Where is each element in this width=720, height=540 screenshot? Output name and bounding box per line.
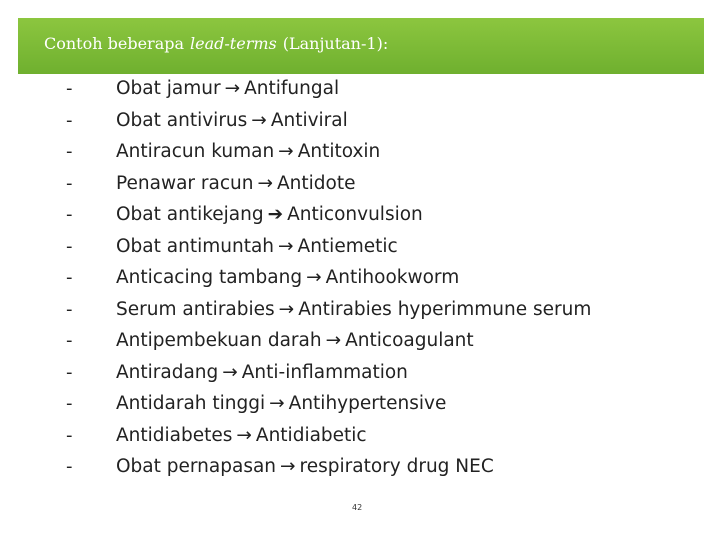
- item-right: Antidote: [276, 172, 356, 194]
- item-text: [116, 298, 591, 322]
- dash-bullet: -: [66, 298, 73, 320]
- arrow-icon: →: [278, 298, 295, 320]
- heavy-arrow-icon: ➔: [267, 204, 284, 225]
- item-right: Antitoxin: [297, 141, 381, 162]
- item-text: [116, 172, 355, 196]
- arrow-icon: →: [306, 267, 322, 288]
- item-left: Obat antimuntah: [116, 235, 275, 257]
- item-left: Anticacing tambang: [116, 267, 303, 288]
- title-suffix: (Lanjutan-1):: [282, 34, 389, 53]
- arrow-icon: →: [269, 393, 285, 414]
- item-left: Penawar racun: [116, 172, 254, 194]
- item-text: [116, 392, 446, 416]
- dash-bullet: -: [66, 235, 73, 257]
- list-item: [0, 294, 720, 326]
- item-right: Anticonvulsion: [287, 204, 423, 225]
- item-text: [116, 329, 474, 353]
- arrow-icon: →: [251, 109, 267, 131]
- arrow-icon: →: [257, 172, 273, 194]
- item-right: Antiemetic: [297, 235, 398, 257]
- item-text: [116, 109, 348, 133]
- list-item: [0, 73, 720, 105]
- item-left: Antipembekuan darah: [116, 330, 322, 351]
- arrow-icon: →: [224, 78, 241, 99]
- item-left: Obat pernapasan: [116, 456, 277, 477]
- item-text: [116, 77, 339, 101]
- arrow-icon: →: [222, 361, 238, 383]
- arrow-icon: →: [278, 141, 294, 162]
- item-left: Antidarah tinggi: [116, 393, 266, 414]
- item-left: Obat antivirus: [116, 109, 248, 131]
- dash-bullet: -: [66, 78, 73, 99]
- item-right: Antidiabetic: [255, 424, 367, 446]
- list-item: [0, 451, 720, 483]
- arrow-icon: →: [280, 456, 296, 477]
- list-item: [0, 168, 720, 200]
- dash-bullet: -: [66, 204, 73, 225]
- title-term: lead-terms: [190, 34, 277, 53]
- list-item: [0, 199, 720, 231]
- slide-title: [44, 34, 388, 53]
- list-item: [0, 325, 720, 357]
- item-right: Antihookworm: [325, 267, 460, 288]
- item-right: Antiviral: [270, 109, 348, 131]
- item-text: [116, 266, 459, 290]
- list-item: [0, 136, 720, 168]
- item-right: respiratory drug NEC: [299, 456, 494, 477]
- dash-bullet: -: [66, 424, 73, 446]
- arrow-icon: →: [236, 424, 252, 446]
- item-right: Anticoagulant: [345, 330, 474, 351]
- title-bar: [18, 18, 704, 74]
- dash-bullet: -: [66, 267, 73, 288]
- item-right: Antihypertensive: [288, 393, 447, 414]
- item-text: [116, 140, 380, 164]
- list-item: [0, 388, 720, 420]
- dash-bullet: -: [66, 456, 73, 477]
- item-text: [116, 455, 494, 479]
- item-left: Antiracun kuman: [116, 141, 275, 162]
- item-right: Anti-inflammation: [241, 361, 408, 383]
- dash-bullet: -: [66, 109, 73, 131]
- list-item: [0, 105, 720, 137]
- item-right: Antirabies hyperimmune serum: [298, 298, 592, 320]
- item-left: Obat jamur: [116, 78, 221, 99]
- item-text: [116, 361, 408, 385]
- lead-terms-list: [0, 73, 720, 483]
- dash-bullet: -: [66, 141, 73, 162]
- item-left: Antiradang: [116, 361, 219, 383]
- dash-bullet: -: [66, 330, 73, 351]
- list-item: [0, 357, 720, 389]
- dash-bullet: -: [66, 361, 73, 383]
- item-left: Obat antikejang: [116, 204, 264, 225]
- item-text: [116, 203, 423, 227]
- list-item: [0, 231, 720, 263]
- dash-bullet: -: [66, 393, 73, 414]
- item-left: Serum antirabies: [116, 298, 275, 320]
- title-prefix: Contoh beberapa: [44, 34, 185, 53]
- page-number: 42: [352, 503, 363, 512]
- item-left: Antidiabetes: [116, 424, 233, 446]
- list-item: [0, 420, 720, 452]
- dash-bullet: -: [66, 172, 73, 194]
- item-text: [116, 235, 398, 259]
- item-text: [116, 424, 367, 448]
- list-item: [0, 262, 720, 294]
- arrow-icon: →: [278, 235, 294, 257]
- item-right: Antifungal: [244, 78, 340, 99]
- arrow-icon: →: [325, 330, 342, 351]
